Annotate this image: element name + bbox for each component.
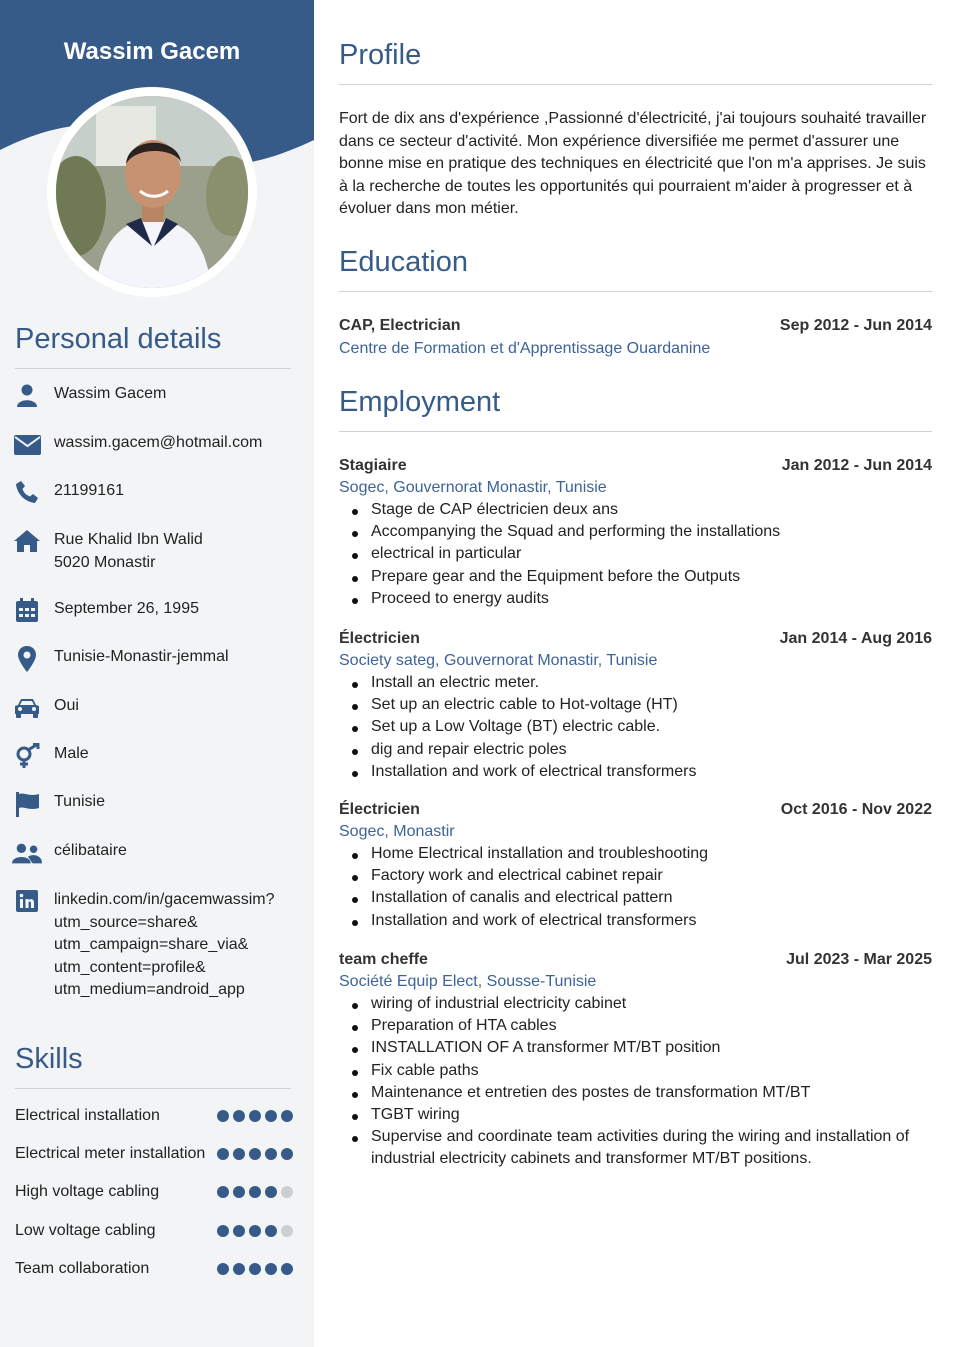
skill-label: Low voltage cabling (15, 1222, 156, 1239)
rating-dot-filled (265, 1263, 278, 1276)
detail-location (12, 646, 302, 672)
rating-dot-filled (249, 1186, 262, 1199)
detail-marital-status-text: célibataire (54, 842, 127, 859)
detail-phone (12, 480, 302, 506)
skill-row (15, 1181, 293, 1203)
detail-address-text: Rue Khalid Ibn Walid 5020 Monastir (54, 531, 203, 571)
rating-dot-filled (249, 1263, 262, 1276)
skills-title: Skills (15, 1043, 83, 1075)
rating-dot-filled (233, 1110, 246, 1123)
user-icon (12, 383, 42, 409)
job-role: team cheffe (339, 951, 428, 968)
education-divider (339, 291, 932, 292)
car-icon (12, 695, 42, 721)
rating-dot-filled (233, 1225, 246, 1238)
job-bullet: Install an electric meter. (351, 672, 932, 694)
detail-marital-status (12, 840, 302, 866)
linkedin-icon (12, 889, 42, 915)
job-bullet: Installation and work of electrical transformers (351, 761, 932, 783)
skill-row (15, 1143, 293, 1165)
detail-linkedin (12, 889, 302, 1002)
detail-birthdate (12, 598, 302, 624)
rating-dot-filled (233, 1263, 246, 1276)
rating-dot-filled (217, 1225, 230, 1238)
rating-dot-filled (265, 1148, 278, 1161)
job-bullet: Maintenance et entretien des postes de transformation MT/BT (351, 1082, 932, 1104)
job-bullet: Accompanying the Squad and performing the installations (351, 521, 932, 543)
job-company: Société Equip Elect, Sousse-Tunisie (339, 973, 597, 990)
job-entry (339, 455, 932, 610)
job-company: Sogec, Monastir (339, 823, 455, 840)
rating-dot-filled (249, 1110, 262, 1123)
job-bullets (351, 843, 932, 932)
personal-details-divider (15, 368, 291, 369)
map-pin-icon (12, 646, 42, 672)
profile-photo (56, 96, 248, 288)
skill-row (15, 1105, 293, 1127)
job-bullets (351, 499, 932, 610)
main-content (339, 0, 932, 1347)
skill-label: Electrical meter installation (15, 1145, 206, 1162)
education-school: Centre de Formation et d'Apprentissage Ouardanine (339, 340, 711, 357)
job-company: Society sateg, Gouvernorat Monastir, Tunisie (339, 652, 658, 669)
education-degree: CAP, Electrician (339, 317, 461, 334)
rating-dot-empty (281, 1225, 294, 1238)
rating-dot-filled (233, 1186, 246, 1199)
job-bullet: wiring of industrial electricity cabinet (351, 993, 932, 1015)
job-entry (339, 628, 932, 783)
job-dates: Oct 2016 - Nov 2022 (780, 801, 932, 818)
job-bullet: Preparation of HTA cables (351, 1015, 932, 1037)
job-bullets (351, 672, 932, 783)
rating-dot-filled (217, 1148, 230, 1161)
detail-nationality-text: Tunisie (54, 793, 105, 810)
job-bullet: Supervise and coordinate team activities during the wiring and installation of industrial electricity cabinets and transformer MT/BT positions. (351, 1126, 932, 1170)
job-dates: Jul 2023 - Mar 2025 (786, 951, 932, 968)
job-bullet: dig and repair electric poles (351, 739, 932, 761)
job-bullet: Installation of canalis and electrical pattern (351, 887, 932, 909)
job-bullet: Home Electrical installation and troubleshooting (351, 843, 932, 865)
detail-name-text: Wassim Gacem (54, 385, 167, 402)
skill-rating (217, 1263, 294, 1276)
job-bullet: Installation and work of electrical transformers (351, 910, 932, 932)
employment-divider (339, 431, 932, 432)
detail-nationality (12, 791, 302, 817)
rating-dot-filled (281, 1148, 294, 1161)
profile-title: Profile (339, 39, 422, 71)
rating-dot-filled (249, 1148, 262, 1161)
job-bullet: INSTALLATION OF A transformer MT/BT position (351, 1037, 932, 1059)
rating-dot-filled (249, 1225, 262, 1238)
envelope-icon (12, 432, 42, 458)
rating-dot-filled (281, 1263, 294, 1276)
job-role: Électricien (339, 630, 420, 647)
job-bullet: Set up a Low Voltage (BT) electric cable. (351, 716, 932, 738)
job-bullet: Factory work and electrical cabinet repair (351, 865, 932, 887)
rating-dot-filled (265, 1186, 278, 1199)
detail-name (12, 383, 302, 409)
skill-rating (217, 1186, 294, 1199)
job-bullet: Stage de CAP électricien deux ans (351, 499, 932, 521)
skill-rating (217, 1148, 294, 1161)
rating-dot-empty (281, 1186, 294, 1199)
skill-rating (217, 1225, 294, 1238)
job-role: Stagiaire (339, 457, 407, 474)
candidate-name: Wassim Gacem (63, 38, 241, 65)
gender-icon (12, 743, 42, 769)
detail-gender-text: Male (54, 745, 89, 762)
skill-row (15, 1220, 293, 1242)
rating-dot-filled (217, 1263, 230, 1276)
calendar-icon (12, 598, 42, 624)
job-bullet: electrical in particular (351, 543, 932, 565)
detail-address (12, 529, 302, 574)
detail-license-text: Oui (54, 697, 79, 714)
rating-dot-filled (233, 1148, 246, 1161)
profile-divider (339, 84, 932, 85)
job-bullet: Prepare gear and the Equipment before the Outputs (351, 566, 932, 588)
detail-email (12, 432, 302, 458)
education-title: Education (339, 246, 468, 278)
rating-dot-filled (265, 1110, 278, 1123)
job-dates: Jan 2014 - Aug 2016 (779, 630, 932, 647)
profile-text: Fort de dix ans d'expérience ,Passionné d'électricité, j'ai toujours souhaité travailler dans ce secteur d'activité. Mon expérience diversifiée me permet d'assurer une bonne mise en pratique des techniques en électricité que l'on m'a apprises. Je suis à la recherche de toutes les opportunités qui pourraient m'aider à progresser et à évoluer dans mon métier. (339, 110, 927, 217)
detail-linkedin-text[interactable]: linkedin.com/in/gacemwassim? utm_source=share& utm_campaign=share_via& utm_content=profile& utm_medium=android_app (54, 891, 275, 998)
rating-dot-filled (217, 1110, 230, 1123)
home-icon (12, 529, 42, 555)
job-bullet: Proceed to energy audits (351, 588, 932, 610)
detail-location-text: Tunisie-Monastir-jemmal (54, 648, 229, 665)
detail-gender (12, 743, 302, 769)
job-bullets (351, 993, 932, 1171)
job-entry (339, 799, 932, 932)
skill-label: High voltage cabling (15, 1183, 160, 1200)
detail-license (12, 695, 302, 721)
people-icon (12, 840, 42, 866)
skills-divider (15, 1088, 291, 1089)
job-bullet: Set up an electric cable to Hot-voltage (HT) (351, 694, 932, 716)
skill-label: Team collaboration (15, 1260, 150, 1277)
job-dates: Jan 2012 - Jun 2014 (781, 457, 932, 474)
detail-birthdate-text: September 26, 1995 (54, 600, 199, 617)
skill-row (15, 1258, 293, 1280)
skill-label: Electrical installation (15, 1107, 160, 1124)
job-entry (339, 949, 932, 1171)
employment-title: Employment (339, 386, 501, 418)
rating-dot-filled (265, 1225, 278, 1238)
rating-dot-filled (217, 1186, 230, 1199)
job-bullet: Fix cable paths (351, 1060, 932, 1082)
phone-icon (12, 480, 42, 506)
personal-details-title: Personal details (15, 323, 222, 355)
job-bullet: TGBT wiring (351, 1104, 932, 1126)
rating-dot-filled (281, 1110, 294, 1123)
detail-phone-text: 21199161 (54, 482, 124, 499)
sidebar (0, 0, 314, 1347)
flag-icon (12, 791, 42, 817)
skill-rating (217, 1110, 294, 1123)
job-role: Électricien (339, 801, 420, 818)
job-company: Sogec, Gouvernorat Monastir, Tunisie (339, 479, 607, 496)
education-dates: Sep 2012 - Jun 2014 (779, 317, 932, 334)
education-entry (339, 315, 932, 360)
detail-email-text[interactable]: wassim.gacem@hotmail.com (54, 434, 263, 451)
